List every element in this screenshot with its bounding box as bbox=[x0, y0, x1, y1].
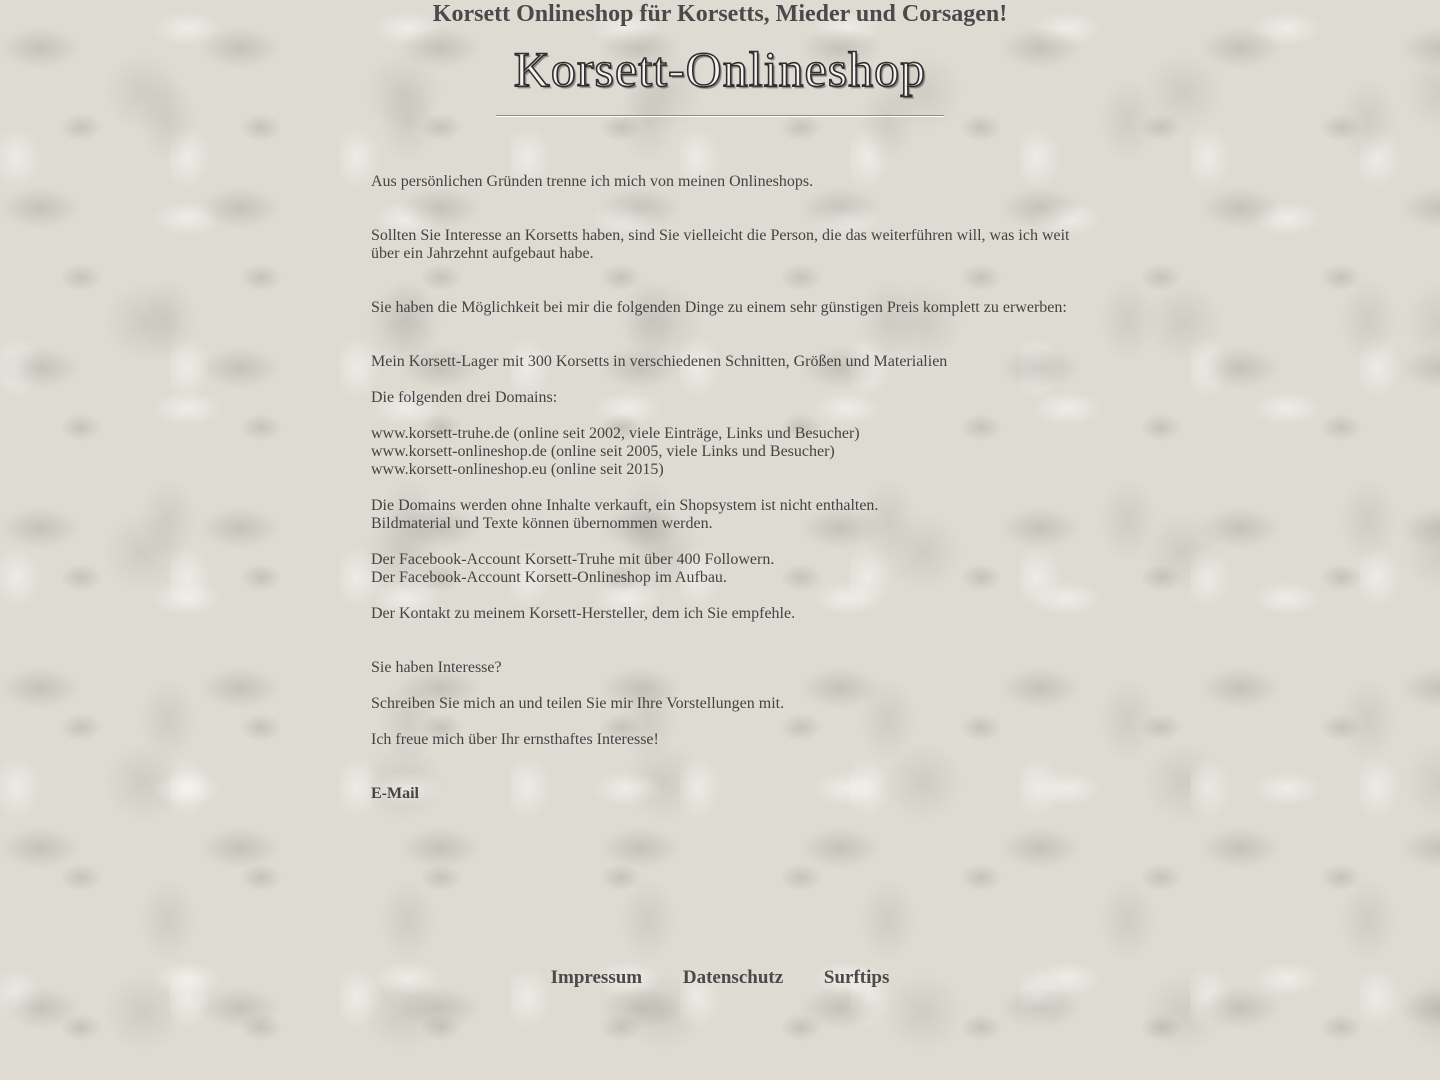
footer-nav bbox=[0, 966, 1440, 990]
header-divider bbox=[496, 115, 944, 117]
page-title: Korsett Onlineshop für Korsetts, Mieder und Corsagen! bbox=[432, 1, 1008, 27]
site-logo: Korsett-Onlineshop bbox=[513, 41, 927, 97]
main-content bbox=[371, 173, 1081, 803]
domains-note: Die Domains werden ohne Inhalte verkauft, ein Shopsystem ist nicht enthalten. bbox=[371, 497, 879, 514]
footer-link-impressum[interactable]: Impressum bbox=[550, 967, 643, 988]
intro-paragraph: Aus persönlichen Gründen trenne ich mich von meinen Onlineshops. bbox=[371, 173, 814, 190]
offer-paragraph: Sie haben die Möglichkeit bei mir die folgenden Dinge zu einem sehr günstigen Preis komplett zu erwerben: bbox=[371, 299, 1067, 316]
interest-paragraph: Sollten Sie Interesse an Korsetts haben, sind Sie vielleicht die Person, die das weiterführen will, was ich weit über ein Jahrzehnt aufgebaut habe. bbox=[371, 227, 1070, 262]
contact-prompt: Schreiben Sie mich an und teilen Sie mir Ihre Vorstellungen mit. bbox=[371, 695, 785, 712]
domain-item: www.korsett-truhe.de (online seit 2002, viele Einträge, Links und Besucher) bbox=[371, 425, 860, 442]
footer-link-surftips[interactable]: Surftips bbox=[823, 967, 890, 988]
manufacturer-note: Der Kontakt zu meinem Korsett-Hersteller, dem ich Sie empfehle. bbox=[371, 605, 796, 622]
domains-note: Bildmaterial und Texte können übernommen werden. bbox=[371, 515, 713, 532]
interest-question: Sie haben Interesse? bbox=[371, 659, 502, 676]
facebook-note: Der Facebook-Account Korsett-Onlineshop im Aufbau. bbox=[371, 569, 727, 586]
stock-paragraph: Mein Korsett-Lager mit 300 Korsetts in verschiedenen Schnitten, Größen und Materialien bbox=[371, 353, 948, 370]
domain-item: www.korsett-onlineshop.de (online seit 2005, viele Links und Besucher) bbox=[371, 443, 835, 460]
closing-text: Ich freue mich über Ihr ernsthaftes Interesse! bbox=[371, 731, 659, 748]
domain-item: www.korsett-onlineshop.eu (online seit 2015) bbox=[371, 461, 664, 478]
domains-heading: Die folgenden drei Domains: bbox=[371, 389, 558, 406]
footer-link-datenschutz[interactable]: Datenschutz bbox=[682, 967, 784, 988]
email-link[interactable]: E-Mail bbox=[371, 785, 419, 802]
facebook-note: Der Facebook-Account Korsett-Truhe mit über 400 Followern. bbox=[371, 551, 775, 568]
